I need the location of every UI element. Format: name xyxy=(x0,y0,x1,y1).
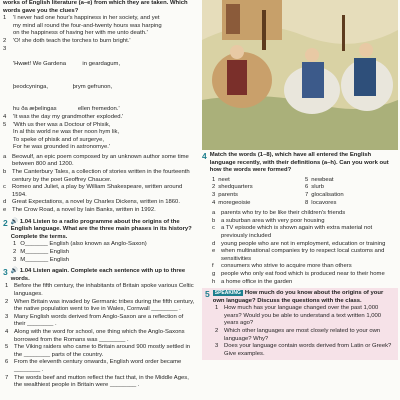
item-number: 7 xyxy=(305,191,309,198)
item-number: 3 xyxy=(215,343,219,350)
definition-text: young people who are not in employment, education or training xyxy=(221,240,386,247)
ex4-definitions xyxy=(202,210,398,286)
item-number: 1 xyxy=(215,305,219,312)
definition-text: when multinational companies try to respect local customs and sensitivities xyxy=(221,248,385,262)
item-number: 3 xyxy=(212,191,216,198)
audio-track: 1.04 xyxy=(19,268,32,275)
definition-text: people who only eat food which is produced near to their home xyxy=(221,270,385,277)
quote-number: 3 xyxy=(3,45,7,52)
quote-line: hu ða æþelingas ellen fremedon.' xyxy=(13,106,120,113)
ex5-item xyxy=(215,343,395,358)
definition-item xyxy=(212,279,398,287)
audio-track: 1.04 xyxy=(19,218,32,225)
item-number: 3 xyxy=(13,256,17,263)
item-text: From the eleventh century onwards, English word order became ________ . xyxy=(14,359,182,373)
item-number: 1 xyxy=(212,176,216,183)
ex4-instructions: Match the words (1–8), which have all entered the English language recently, with their definitions (a–h). Can you work out how the words were formed? xyxy=(209,152,389,174)
word-text: glocalisation xyxy=(311,191,344,198)
quote-line: 'It was the day my grandmother exploded.' xyxy=(13,113,124,120)
word-item xyxy=(305,177,398,185)
option-b xyxy=(3,169,196,184)
ex2-items xyxy=(3,241,196,264)
item-text: How much has your language changed over the past 1,000 years? Would you be able to understand a text written 1,000 years ago? xyxy=(224,305,382,327)
ex3-item xyxy=(5,314,196,329)
option-letter: a xyxy=(3,153,7,160)
option-letter: b xyxy=(212,217,216,224)
option-text: Great Expectations, a novel by Charles Dickens, written in 1860. xyxy=(12,199,180,206)
word-item xyxy=(305,200,398,208)
option-text: The Canterbury Tales, a collection of stories written in the fourteenth century by the poet Geoffrey Chaucer. xyxy=(12,169,190,183)
item-text: The Viking raiders who came to Britain around 900 mostly settled in the ________ parts of the country. xyxy=(14,344,191,358)
quote-number: 5 xyxy=(3,121,7,128)
quote-line: on the happiness of having her with me unto death.' xyxy=(13,30,148,37)
option-e xyxy=(3,207,196,215)
option-d xyxy=(3,199,196,207)
item-number: 3 xyxy=(5,313,9,320)
quote-3 xyxy=(3,46,196,114)
left-column xyxy=(3,0,196,390)
ex2-item xyxy=(13,257,196,265)
quote-line: 'I never had one hour's happiness in her society, and yet xyxy=(13,15,160,22)
word-text: locavores xyxy=(311,199,337,206)
item-text: The words beef and mutton reflect the fact that, in the Middle Ages, the wealthiest people in Britain were ________ . xyxy=(14,374,189,389)
item-number: 4 xyxy=(5,328,9,335)
definition-text: a TV episode which is shown again with extra material not previously included xyxy=(221,225,373,239)
quote-number: 4 xyxy=(3,113,7,120)
ex3-items xyxy=(3,283,196,389)
item-text: M_______ English xyxy=(20,249,70,255)
ex3-item xyxy=(5,344,196,359)
ex1-quotes xyxy=(3,15,196,152)
exercise-number: 4 xyxy=(202,151,207,161)
audio-icon[interactable]: 🔊 xyxy=(10,218,19,225)
item-number: 7 xyxy=(5,374,9,381)
quote-line: my mind all round the four-and-twenty hours was harping xyxy=(13,22,162,29)
item-text: O_______ English (also known as Anglo-Saxon) xyxy=(20,241,147,248)
quote-line: 'With us ther was a Doctour of Phisik, xyxy=(13,121,111,128)
ex1-options xyxy=(3,154,196,215)
item-text: Which other languages are most closely related to your own language? Why? xyxy=(224,328,381,342)
item-number: 6 xyxy=(5,359,9,366)
item-number: 1 xyxy=(13,241,17,248)
ex3-heading xyxy=(3,268,196,283)
ex2-instructions: Listen to a radio programme about the origins of the English language. What are the three main phases in its history? Complete the terms. xyxy=(10,218,192,240)
definition-item xyxy=(212,210,398,218)
item-number: 8 xyxy=(305,199,309,206)
ex5-item xyxy=(215,305,395,328)
medieval-pilgrims-illustration xyxy=(202,0,398,150)
quote-5 xyxy=(3,122,196,152)
definition-item xyxy=(212,225,398,240)
word-text: shedquarters xyxy=(218,184,253,191)
item-number: 2 xyxy=(212,184,216,191)
quote-2 xyxy=(3,38,196,46)
quote-line: To speke of phisik and of surgerye, xyxy=(13,136,105,143)
exercise-number: 5 xyxy=(205,289,210,300)
speaking-badge: SPEAKING xyxy=(214,290,241,297)
ex5-item xyxy=(215,328,395,343)
item-text: Does your language contain words derived from Latin or Greek? Give examples. xyxy=(224,343,392,357)
word-text: neet xyxy=(218,176,230,183)
quote-number: 1 xyxy=(3,15,7,22)
ex2-heading xyxy=(3,219,196,242)
definition-text: consumers who strive to acquire more than others xyxy=(221,263,352,270)
ex4-words xyxy=(212,177,398,207)
ex5-heading xyxy=(205,290,395,305)
word-item xyxy=(212,200,305,208)
right-column xyxy=(202,152,398,360)
option-letter: e xyxy=(212,248,216,255)
item-number: 1 xyxy=(5,283,9,290)
item-number: 2 xyxy=(215,328,219,335)
option-letter: h xyxy=(212,278,216,285)
word-item xyxy=(212,192,305,200)
exercise-number: 2 xyxy=(3,217,8,228)
ex3-instructions: Listen again. Complete each sentence with up to three words. xyxy=(10,268,186,282)
definition-item xyxy=(212,218,398,226)
option-a xyxy=(3,154,196,169)
word-text: parents xyxy=(218,191,238,198)
ex2-item xyxy=(13,249,196,257)
definition-text: a suburban area with very poor housing xyxy=(221,217,325,224)
audio-icon[interactable]: 🔊 xyxy=(10,268,19,275)
definition-text: a home office in the garden xyxy=(221,278,293,285)
illustration-svg xyxy=(202,0,398,150)
word-item xyxy=(305,184,398,192)
option-letter: f xyxy=(212,263,214,270)
option-letter: c xyxy=(3,184,6,191)
item-number: 2 xyxy=(13,249,17,255)
definition-item xyxy=(212,248,398,263)
ex5-items xyxy=(205,305,395,358)
definition-text: parents who try to be like their children's friends xyxy=(221,210,346,217)
option-letter: a xyxy=(212,210,216,217)
quote-line: 'Hwæt! We Gardena in geardagum, xyxy=(13,60,121,67)
ex3-item xyxy=(5,283,196,298)
exercise-number: 3 xyxy=(3,267,8,278)
ex4-heading xyxy=(202,152,398,175)
quote-line: þeodcyninga, þrym gefrunon, xyxy=(13,83,113,90)
quote-line: 'O! she doth teach the torches to burn bright.' xyxy=(13,37,131,44)
definition-item xyxy=(212,271,398,279)
item-number: 2 xyxy=(5,298,9,305)
option-letter: b xyxy=(3,169,7,176)
ex3-item xyxy=(5,299,196,314)
word-text: newbeat xyxy=(311,176,334,183)
option-letter: d xyxy=(3,199,7,206)
quote-number: 2 xyxy=(3,37,7,44)
ex1-intro: works of English literature (a–e) from which they are taken. Which words gave you the clues? xyxy=(3,0,188,14)
word-text: slurb xyxy=(311,184,325,191)
ex3-item xyxy=(5,375,196,390)
ex5-instructions: How much do you know about the origins of your own language? Discuss the questions with the class. xyxy=(212,290,384,304)
option-text: Romeo and Juliet, a play by William Shakespeare, written around 1594. xyxy=(12,184,183,198)
word-text: moregeoisie xyxy=(218,199,251,206)
quote-4 xyxy=(3,114,196,122)
option-letter: c xyxy=(212,225,215,232)
quote-line: In al this world ne was ther noon hym lik, xyxy=(13,129,120,136)
item-number: 4 xyxy=(212,199,216,206)
item-text: M_______ English xyxy=(20,256,70,263)
quote-line: For he was grounded in astronomye.' xyxy=(13,144,111,151)
quote-1 xyxy=(3,15,196,38)
option-letter: g xyxy=(212,270,216,277)
item-text: When Britain was invaded by Germanic tribes during the fifth century, the native population went to live in Wales, Cornwall ________ . xyxy=(14,298,195,313)
ex5-speaking-box xyxy=(202,288,398,360)
definition-item xyxy=(212,263,398,271)
definition-item xyxy=(212,241,398,249)
option-letter: d xyxy=(212,240,216,247)
item-text: Many English words derived from Anglo-Saxon are a reflection of their ________ . xyxy=(14,313,184,328)
ex2-item xyxy=(13,241,196,249)
option-c xyxy=(3,184,196,199)
option-letter: e xyxy=(3,207,7,214)
word-item xyxy=(305,192,398,200)
item-number: 5 xyxy=(5,344,9,351)
item-text: Before the fifth century, the inhabitants of Britain spoke various Celtic languages. xyxy=(14,283,194,297)
word-item xyxy=(212,184,305,192)
option-text: The Crow Road, a novel by Iain Banks, written in 1992. xyxy=(12,207,156,214)
item-number: 6 xyxy=(305,184,309,191)
item-number: 5 xyxy=(305,176,309,183)
ex3-item xyxy=(5,359,196,374)
ex3-item xyxy=(5,329,196,344)
item-text: Along with the word for school, one thing which the Anglo-Saxons borrowed from the Romans was ________ . xyxy=(14,328,185,343)
option-text: Beowulf, an epic poem composed by an unknown author some time between 800 and 1200. xyxy=(12,153,189,168)
word-item xyxy=(212,177,305,185)
